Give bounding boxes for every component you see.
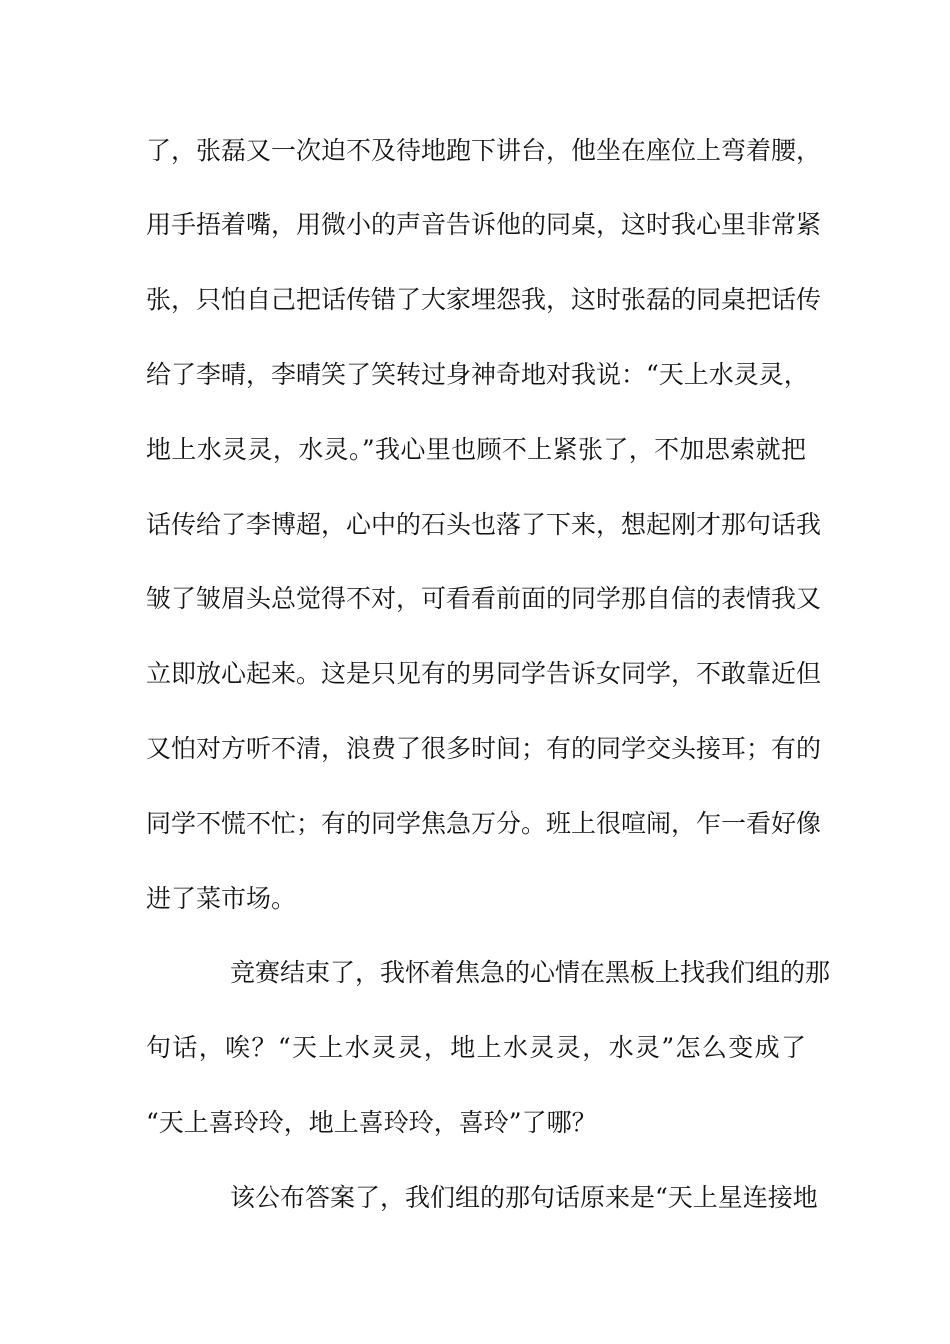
text-line: “天上喜玲玲，地上喜玲玲，喜玲”了哪？: [146, 1108, 597, 1137]
text-line: 了，张磊又一次迫不及待地跑下讲台，他坐在座位上弯着腰，: [146, 136, 822, 165]
text-line: 用手捂着嘴，用微小的声音告诉他的同桌，这时我心里非常紧: [146, 210, 822, 239]
paragraph-first-line: 该公布答案了，我们组的那句话原来是“天上星连接地: [230, 1183, 818, 1212]
text-line: 地上水灵灵，水灵。”我心里也顾不上紧张了，不加思索就把: [146, 435, 806, 464]
text-line: 张，只怕自己把话传错了大家埋怨我，这时张磊的同桌把话传: [146, 285, 822, 314]
paragraph-first-line: 竞赛结束了，我怀着焦急的心情在黑板上找我们组的那: [230, 958, 831, 987]
text-line: 皱了皱眉头总觉得不对，可看看前面的同学那自信的表情我又: [146, 584, 822, 613]
text-line: 话传给了李博超，心中的石头也落了下来，想起刚才那句话我: [146, 510, 822, 539]
text-line: 给了李晴，李晴笑了笑转过身神奇地对我说：“天上水灵灵，: [146, 360, 809, 389]
text-line: 句话，唉？“天上水灵灵，地上水灵灵，水灵”怎么变成了: [146, 1033, 806, 1062]
text-line: 又怕对方听不清，浪费了很多时间；有的同学交头接耳；有的: [146, 734, 822, 763]
text-line: 立即放心起来。这是只见有的男同学告诉女同学，不敢靠近但: [146, 659, 822, 688]
text-line: 进了菜市场。: [146, 884, 297, 913]
text-line: 同学不慌不忙；有的同学焦急万分。班上很喧闹，乍一看好像: [146, 809, 822, 838]
